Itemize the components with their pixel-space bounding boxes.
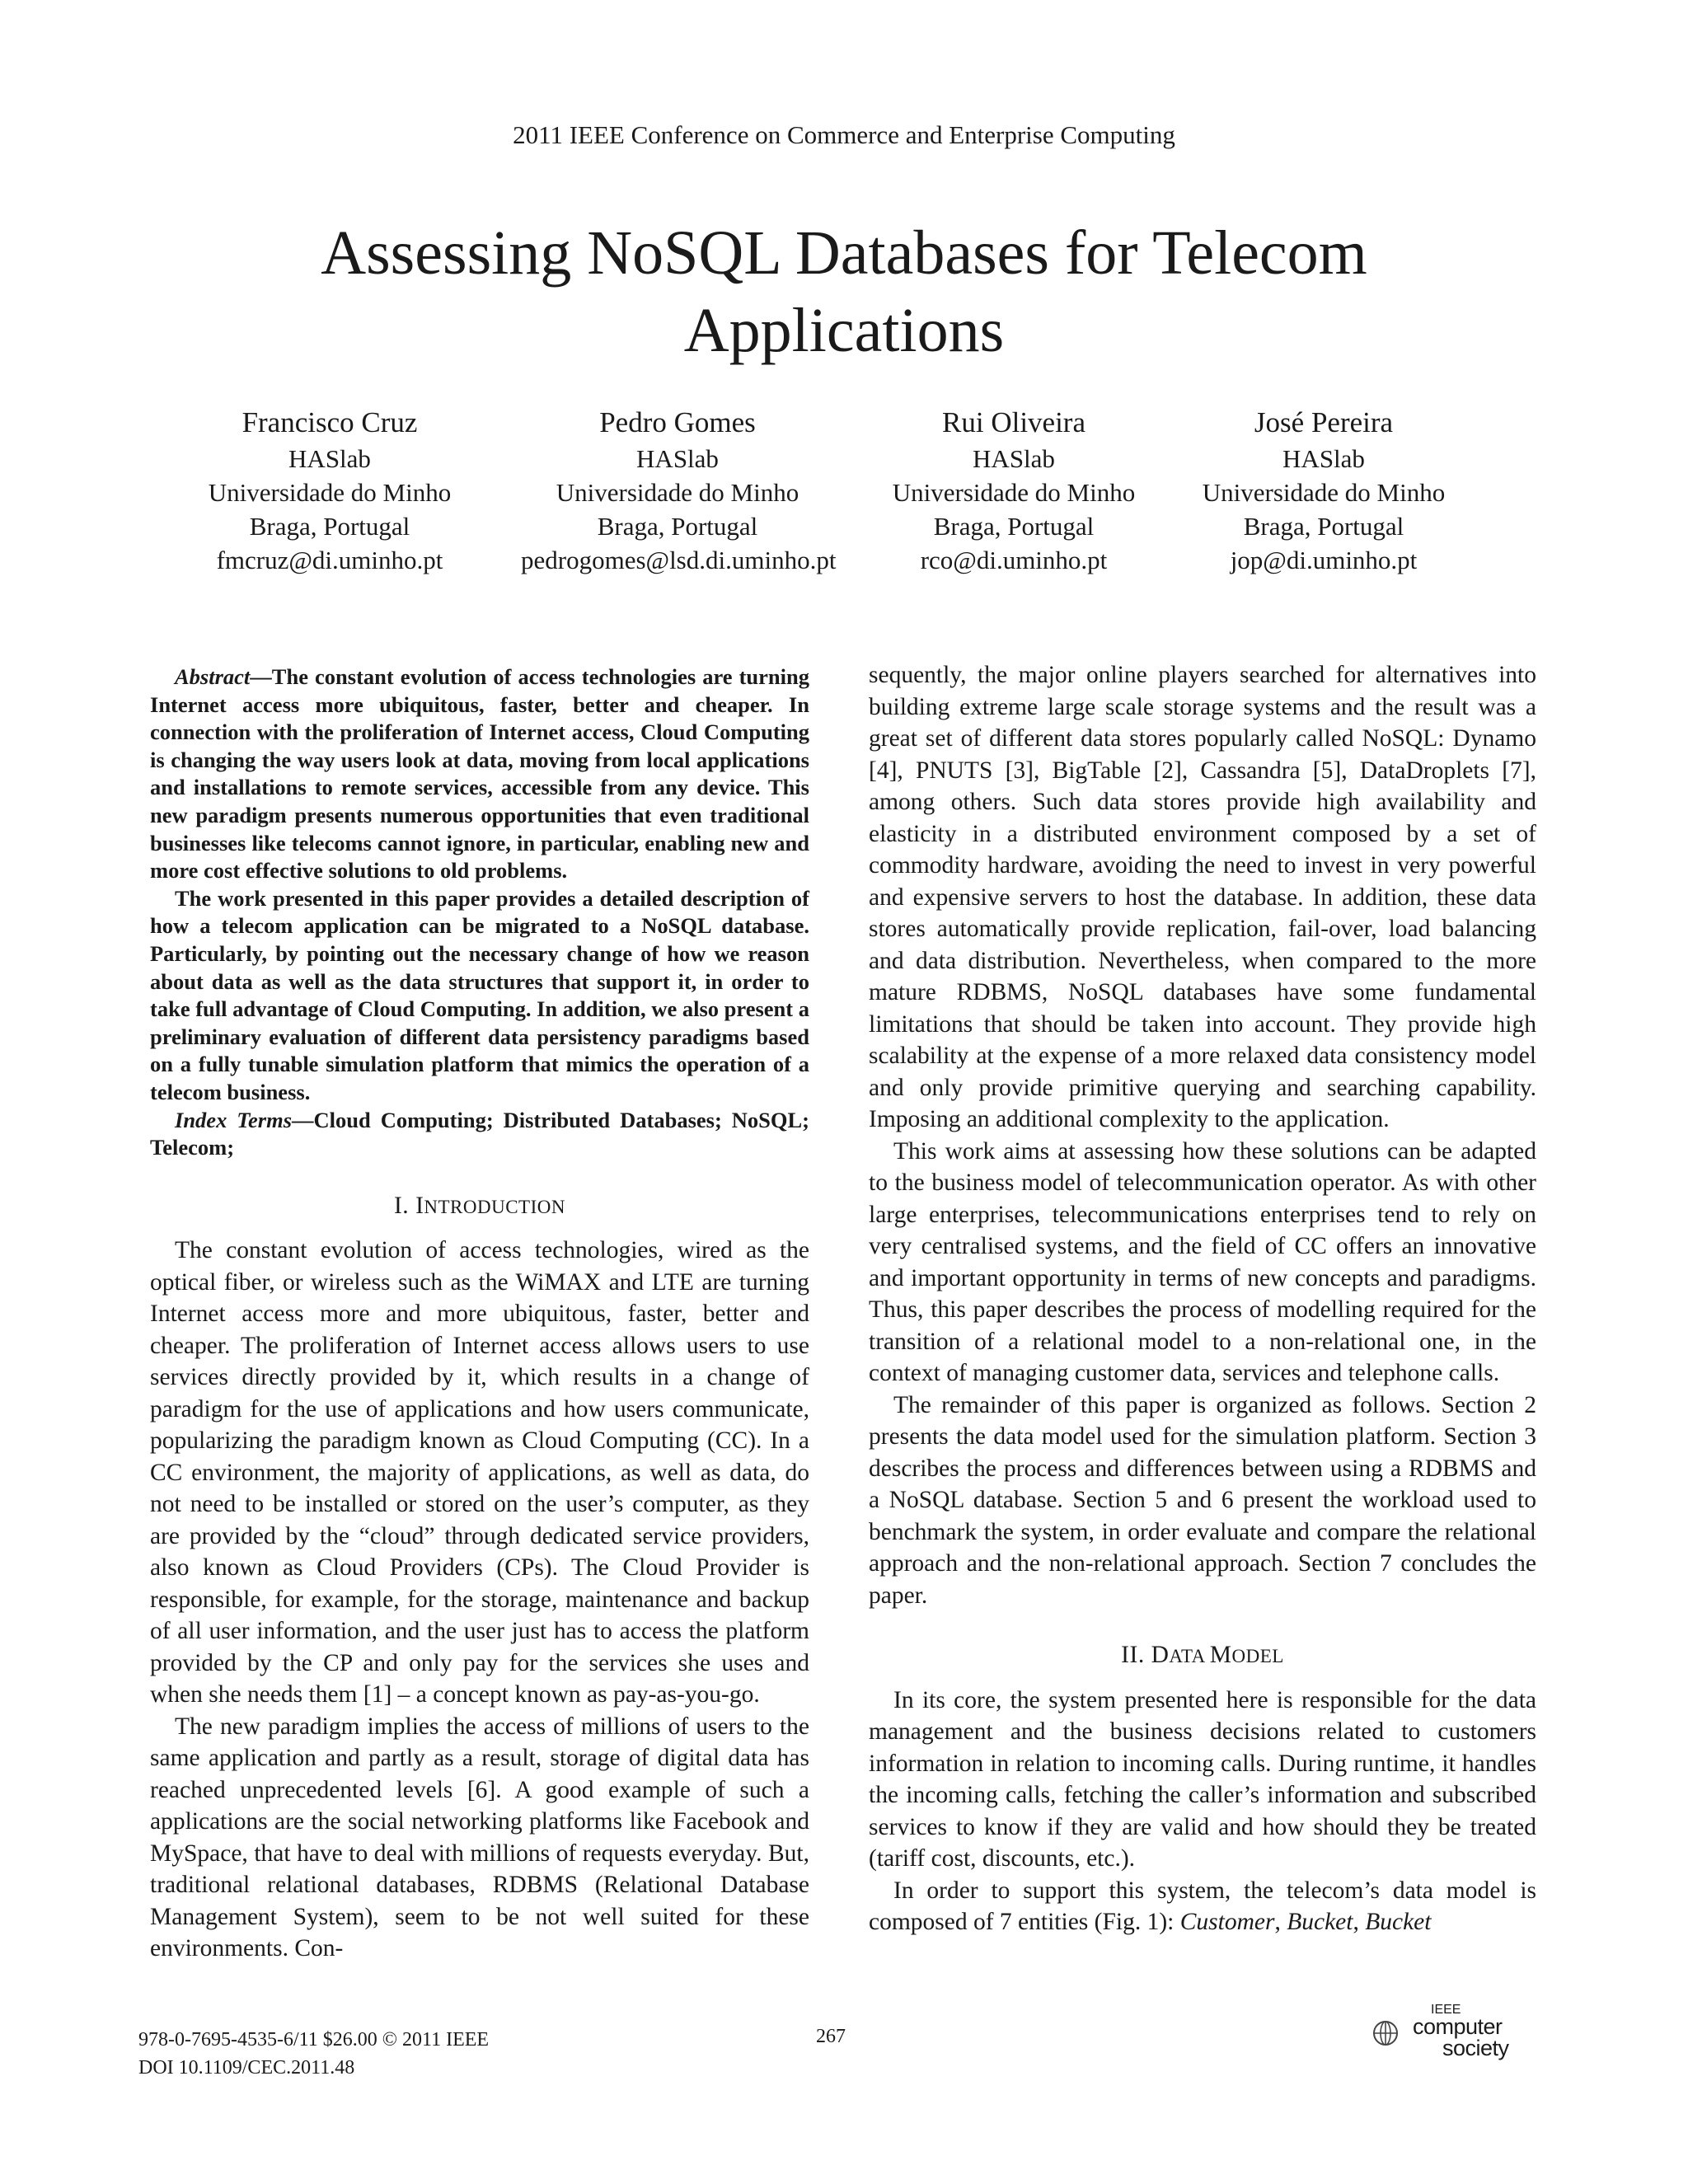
- author-email: rco@di.uminho.pt: [920, 546, 1108, 574]
- logo-ieee-text: IEEE: [1431, 2003, 1461, 2017]
- author-email: jop@di.uminho.pt: [1230, 546, 1418, 574]
- section-title-initial: D: [1151, 1642, 1170, 1668]
- right-column: [869, 659, 1536, 1938]
- separator: ,: [1274, 1909, 1287, 1935]
- author-city: Braga, Portugal: [597, 512, 758, 541]
- section-heading-data-model: [869, 1639, 1536, 1673]
- body-paragraph: In its core, the system presented here is responsible for the data management and the business decisions related to customers information in relation to incoming calls. During runtime, it handles the incoming calls, fetching the caller’s information and subscribed services to know if they are valid and how should they be treated (tariff cost, discounts, etc.).: [869, 1686, 1536, 1872]
- body-paragraph: The new paradigm implies the access of millions of users to the same application and partly as a result, storage of digital data has reached unprecedented levels [6]. A good example of such a applications are the social networking platforms like Facebook and MySpace, that have to deal with millions of requests everyday. But, traditional relational databases, RDBMS (Relational Database Management System), seem to be not well suited for these environments. Con-: [150, 1713, 809, 1962]
- globe-icon: [1372, 2019, 1400, 2047]
- logo-computer-text: computer: [1413, 2014, 1503, 2039]
- author-block: [874, 404, 1154, 577]
- section-title-rest: NTRODUCTION: [424, 1196, 565, 1217]
- entity-name: Bucket: [1365, 1909, 1432, 1935]
- author-city: Braga, Portugal: [1243, 512, 1404, 541]
- author-name: Rui Oliveira: [942, 406, 1085, 438]
- section-heading-introduction: [150, 1190, 809, 1224]
- body-paragraph: sequently, the major online players searched for alternatives into building extreme large scale storage systems and the result was a great set of different data stores popularly called NoSQL: Dynamo [4], PNUTS [3], BigTable [2], Cassandra [5], DataDroplets [7], among others. Such data stores provide high availability and elasticity in a distributed environment composed by a set of commodity hardware, avoiding the need to invest in very powerful and expensive servers to host the database. In addition, these data stores automatically provide replication, fail-over, load balancing and data distribution. Nevertheless, when compared to the more mature RDBMS, NoSQL databases have some fundamental limitations that should be taken into account. They provide high scalability at the expense of a more relaxed data consistency model and only provide primitive querying and searching capability. Imposing an additional complexity to the application.: [869, 662, 1536, 1132]
- section-title-mid: ATA: [1169, 1646, 1210, 1666]
- index-terms-text: Cloud Computing; Distributed Databases; NoSQL; Telecom;: [150, 1107, 809, 1160]
- section-number: I.: [393, 1192, 410, 1219]
- author-block: [190, 404, 470, 577]
- index-terms: Index Terms—Cloud Computing; Distributed Databases; NoSQL; Telecom;: [150, 1107, 809, 1160]
- paper-title-line-2: Applications: [683, 296, 1005, 365]
- separator: ,: [1353, 1909, 1366, 1935]
- body-paragraph: The remainder of this paper is organized as follows. Section 2 presents the data model used for the simulation platform. Section 3 describes the process and differences between using a RDBMS and a NoSQL database. Section 5 and 6 present the workload used to benchmark the system, in order evaluate and compare the relational approach and the non-relational approach. Section 7 concludes the paper.: [869, 1391, 1536, 1609]
- left-column: [150, 663, 809, 1965]
- logo-society-text: society: [1442, 2036, 1509, 2060]
- page-number: 267: [816, 2026, 846, 2047]
- paper-title-line-1: Assessing NoSQL Databases for Telecom: [321, 218, 1367, 288]
- body-paragraph: This work aims at assessing how these solutions can be adapted to the business model of telecommunication operator. As with other large enterprises, telecommunications enterprises tend to rely on very centralised systems, and the field of CC offers an innovative and important opportunity in terms of new concepts and paradigms. Thus, this paper describes the process of modelling required for the transition of a relational model to a non-relational one, in the context of managing customer data, services and telephone calls.: [869, 1137, 1536, 1386]
- author-block: [521, 404, 837, 577]
- paragraph-text: In order to support this system, the telecom’s data model is composed of 7 entities (Fig. 1):: [869, 1877, 1536, 1935]
- abstract-text: The constant evolution of access technologies are turning Internet access more ubiquitous, faster, better and cheaper. In connection with the proliferation of Internet access, Cloud Computing is changing the way users look at data, moving from local applications and installations to remote services, accessible from any device. This new paradigm presents numerous opportunities that even traditional businesses like telecoms cannot ignore, in particular, enabling new and more cost effective solutions to old problems.: [150, 664, 809, 883]
- author-university: Universidade do Minho: [1202, 478, 1446, 507]
- author-lab: HASlab: [973, 444, 1055, 473]
- index-terms-label: Index Terms: [175, 1107, 293, 1132]
- abstract: [150, 663, 809, 1162]
- section-title-initial: I: [415, 1192, 424, 1219]
- section-title-initial-2: M: [1209, 1642, 1232, 1668]
- conference-header: 2011 IEEE Conference on Commerce and Enterprise Computing: [513, 120, 1175, 149]
- author-email: pedrogomes@lsd.di.uminho.pt: [521, 546, 837, 574]
- ieee-computer-society-logo: [1372, 2003, 1520, 2060]
- author-name: José Pereira: [1254, 406, 1394, 438]
- author-city: Braga, Portugal: [933, 512, 1095, 541]
- body-paragraph: The constant evolution of access technologies, wired as the optical fiber, or wireless such as the WiMAX and LTE are turning Internet access more and more ubiquitous, faster, better and cheaper. The proliferation of Internet access allows users to use services directly provided by it, which results in a change of paradigm for the use of applications and how users communicate, popularizing the paradigm known as Cloud Computing (CC). In a CC environment, the majority of applications, as well as data, do not need to be installed or stored on the user’s computer, as they are provided by the “cloud” through dedicated service providers, also known as Cloud Providers (CPs). The Cloud Provider is responsible, for example, for the storage, maintenance and backup of all user information, and the user just has to access the platform provided by the CP and only pay for the services she uses and when she needs them [1] – a concept known as pay-as-you-go.: [150, 1237, 809, 1708]
- section-number: II.: [1121, 1642, 1145, 1668]
- entity-name: Bucket: [1287, 1909, 1353, 1935]
- footer-copyright: [138, 2026, 489, 2082]
- abstract-paragraph: The work presented in this paper provides a detailed description of how a telecom application can be migrated to a NoSQL database. Particularly, by pointing out the necessary change of how we reason about data as well as the data structures that support it, in order to take full advantage of Cloud Computing. In addition, we also present a preliminary evaluation of different data persistency paradigms based on a fully tunable simulation platform that mimics the operation of a telecom business.: [150, 885, 809, 1104]
- paper-title: [185, 214, 1503, 369]
- author-university: Universidade do Minho: [892, 478, 1136, 507]
- author-lab: HASlab: [1282, 444, 1365, 473]
- author-lab: HASlab: [288, 444, 371, 473]
- author-lab: HASlab: [636, 444, 719, 473]
- author-block: [1184, 404, 1464, 577]
- author-name: Francisco Cruz: [241, 406, 418, 438]
- abstract-paragraph: Abstract—The constant evolution of access technologies are turning Internet access more ubiquitous, faster, better and cheaper. In connection with the proliferation of Internet access, Cloud Computing is changing the way users look at data, moving from local applications and installations to remote services, accessible from any device. This new paradigm presents numerous opportunities that even traditional businesses like telecoms cannot ignore, in particular, enabling new and more cost effective solutions to old problems.: [150, 664, 809, 883]
- author-name: Pedro Gomes: [599, 406, 756, 438]
- author-email: fmcruz@di.uminho.pt: [216, 546, 443, 574]
- author-university: Universidade do Minho: [208, 478, 452, 507]
- entity-name: Customer: [1179, 1909, 1275, 1935]
- footer-isbn: 978-0-7695-4535-6/11 $26.00 © 2011 IEEE: [138, 2029, 490, 2050]
- footer-doi: DOI 10.1109/CEC.2011.48: [138, 2057, 355, 2079]
- body-paragraph: [869, 1875, 1536, 1938]
- section-title-rest: ODEL: [1231, 1646, 1284, 1666]
- author-university: Universidade do Minho: [556, 478, 799, 507]
- author-city: Braga, Portugal: [249, 512, 410, 541]
- abstract-label: Abstract: [175, 664, 251, 689]
